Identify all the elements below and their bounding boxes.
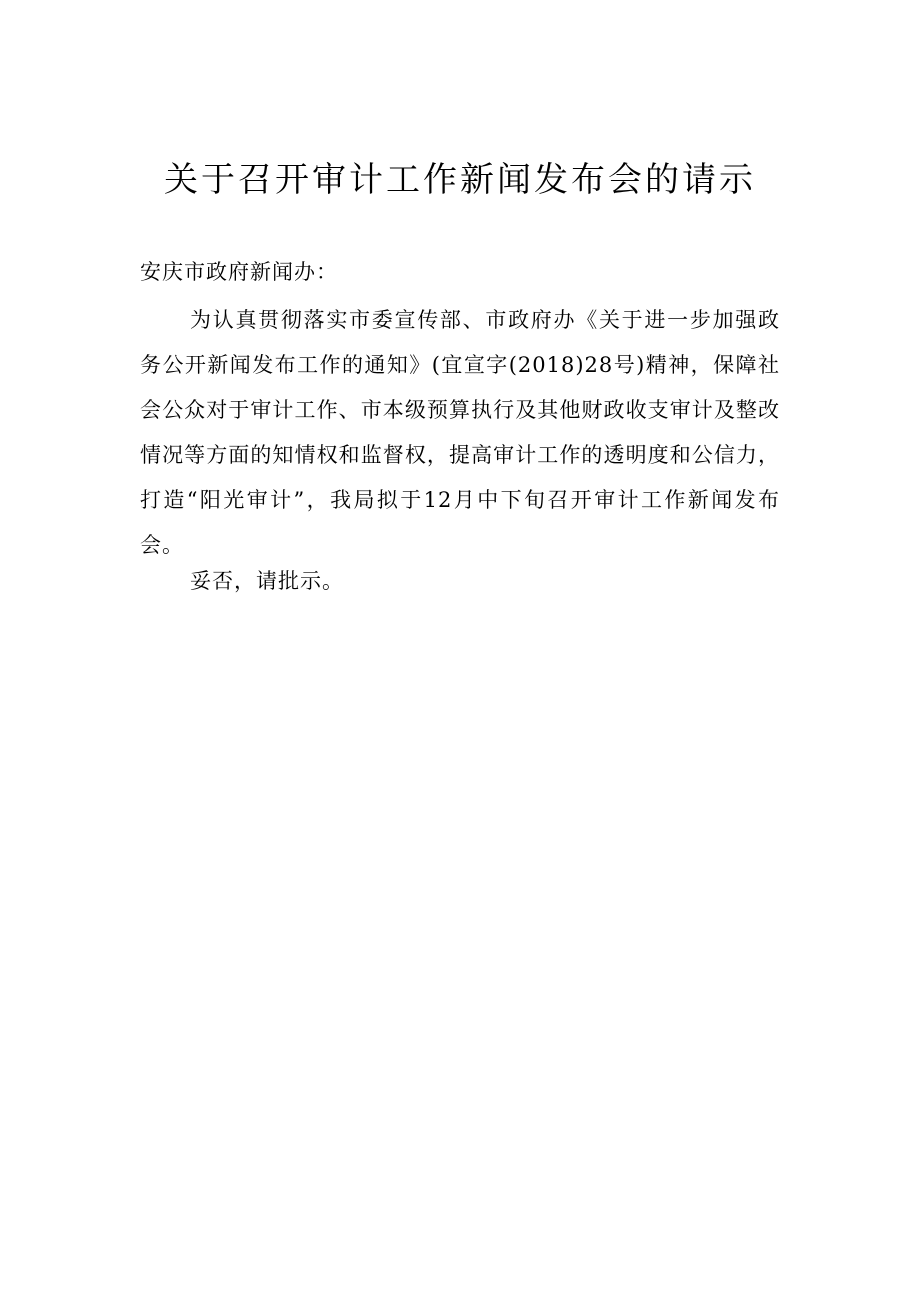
document-title: 关于召开审计工作新闻发布会的请示 bbox=[164, 160, 756, 200]
salutation: 安庆市政府新闻办： bbox=[140, 260, 338, 284]
body-paragraph: 为认真贯彻落实市委宣传部、市政府办《关于进一步加强政务公开新闻发布工作的通知》(宜宣字(2018)28号)精神，保障社会公众对于审计工作、市本级预算执行及其他财政收支审计及整改情况等方面的知情权和监督权，提高审计工作的透明度和公信力，打造“阳光审计”，我局拟于12月中下旬召开审计工作新闻发布会。 bbox=[140, 308, 780, 557]
closing-line: 妥否，请批示。 bbox=[190, 569, 344, 593]
